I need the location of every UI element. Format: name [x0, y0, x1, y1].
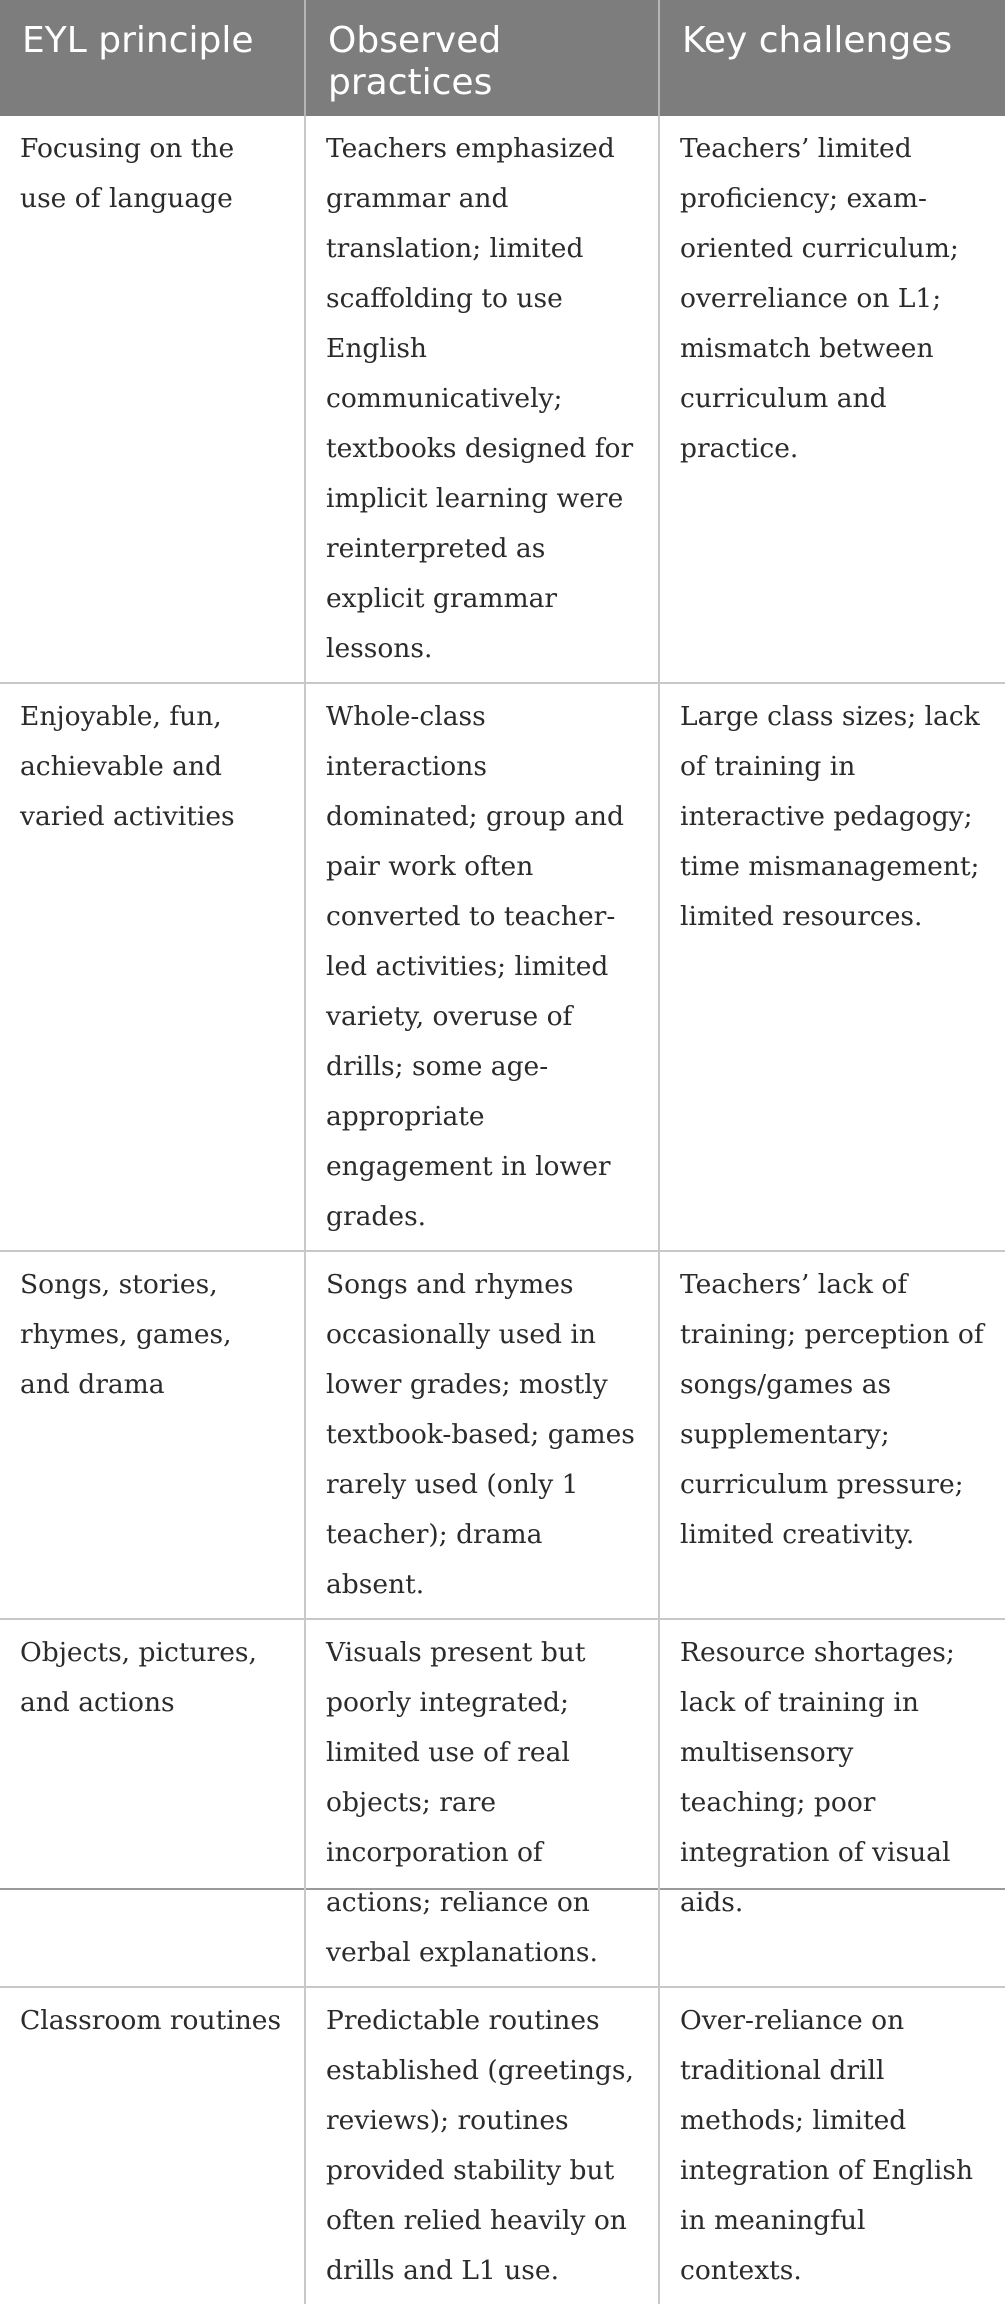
cell-challenges: Teachers’ lack of training; perception of songs/games as supplementary; curriculum pressure; limited creativity. — [659, 1251, 1005, 1619]
cell-practices: Visuals present but poorly integrated; limited use of real objects; rare incorporation of actions; reliance on verbal explanations. — [305, 1619, 659, 1987]
table-header — [0, 0, 1005, 116]
header-key-challenges: Key challenges — [659, 0, 1005, 116]
cell-challenges: Resource shortages; lack of training in multisensory teaching; poor integration of visual aids. — [659, 1619, 1005, 1987]
cell-practices: Teachers emphasized grammar and translation; limited scaffolding to use English communicatively; textbooks designed for implicit learning were reinterpreted as explicit grammar lessons. — [305, 116, 659, 683]
cell-principle: Focusing on the use of language — [20, 133, 235, 214]
cell-challenges: Large class sizes; lack of training in interactive pedagogy; time mismanagement; limited resources. — [659, 683, 1005, 1251]
table-header-row — [0, 0, 1005, 116]
cell-principle: Classroom routines — [0, 1987, 305, 2304]
header-observed-practices: Observed practices — [305, 0, 659, 116]
table-row — [0, 683, 1005, 1251]
table-row — [0, 1251, 1005, 1619]
table-row — [0, 1619, 1005, 1987]
cell-principle: Enjoyable, fun, achievable and varied activities — [0, 683, 305, 1251]
cell-principle: Songs, stories, rhymes, games, and drama — [0, 1251, 305, 1619]
table-row — [0, 116, 1005, 683]
table-row — [0, 1987, 1005, 2304]
cell-practices: Whole-class interactions dominated; group and pair work often converted to teacher-led activities; limited variety, overuse of drills; some age-appropriate engagement in lower grades. — [305, 683, 659, 1251]
cell-practices: Songs and rhymes occasionally used in lower grades; mostly textbook-based; games rarely used (only 1 teacher); drama absent. — [305, 1251, 659, 1619]
cell-challenges: Teachers’ limited proficiency; exam-oriented curriculum; overreliance on L1; mismatch between curriculum and practice. — [659, 116, 1005, 683]
cell-challenges: Over-reliance on traditional drill methods; limited integration of English in meaningful contexts. — [659, 1987, 1005, 2304]
cell-principle: Objects, pictures, and actions — [0, 1619, 305, 1987]
cell-practices: Predictable routines established (greetings, reviews); routines provided stability but often relied heavily on drills and L1 use. — [305, 1987, 659, 2304]
header-eyl-principle: EYL principle — [0, 0, 305, 116]
table-body — [0, 116, 1005, 2304]
